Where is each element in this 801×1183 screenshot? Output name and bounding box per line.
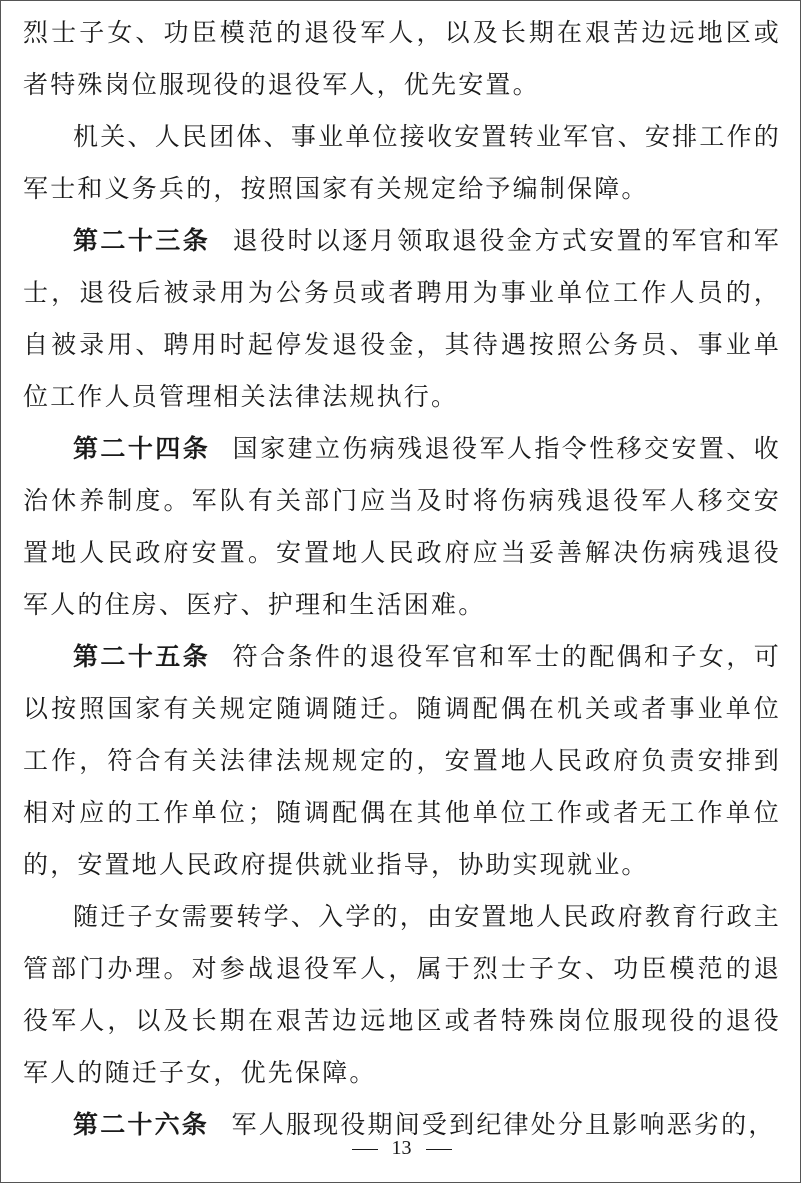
- document-body: [23, 7, 781, 1151]
- paragraph-text: 随迁子女需要转学、入学的，由安置地人民政府教育行政主管部门办理。对参战退役军人，属于烈士子女、功臣模范的退役军人，以及长期在艰苦边远地区或者特殊岗位服现役的退役军人的随迁子女，优先保障。: [23, 902, 781, 1087]
- paragraph-text: 军人服现役期间受到纪律处分且影响恶劣的，: [231, 1110, 776, 1139]
- page-number-left-dash: [352, 1149, 378, 1150]
- article-24: [23, 423, 781, 631]
- paragraph-text: 符合条件的退役军官和军士的配偶和子女，可以按照国家有关规定随调随迁。随调配偶在机关或者事业单位工作，符合有关法律法规规定的，安置地人民政府负责安排到相对应的工作单位；随调配偶在其他单位工作或者无工作单位的，安置地人民政府提供就业指导，协助实现就业。: [23, 642, 781, 879]
- paragraph-text: 烈士子女、功臣模范的退役军人，以及长期在艰苦边远地区或者特殊岗位服现役的退役军人，优先安置。: [23, 18, 781, 99]
- article-number: 第二十三条: [73, 226, 211, 255]
- article-23: [23, 215, 781, 423]
- article-number: 第二十五条: [73, 642, 211, 671]
- paragraph: [23, 891, 781, 1099]
- paragraph-continued: [23, 7, 781, 111]
- page-number-value: 13: [391, 1137, 412, 1159]
- article-number: 第二十四条: [73, 434, 211, 463]
- paragraph: [23, 111, 781, 215]
- article-25: [23, 631, 781, 891]
- paragraph-text: 国家建立伤病残退役军人指令性移交安置、收治休养制度。军队有关部门应当及时将伤病残退役军人移交安置地人民政府安置。安置地人民政府应当妥善解决伤病残退役军人的住房、医疗、护理和生活困难。: [23, 434, 781, 619]
- page-number: [1, 1137, 801, 1160]
- page-number-right-dash: [426, 1149, 452, 1150]
- paragraph-text: 机关、人民团体、事业单位接收安置转业军官、安排工作的军士和义务兵的，按照国家有关规定给予编制保障。: [23, 122, 781, 203]
- article-number: 第二十六条: [73, 1110, 210, 1139]
- paragraph-text: 退役时以逐月领取退役金方式安置的军官和军士，退役后被录用为公务员或者聘用为事业单位工作人员的，自被录用、聘用时起停发退役金，其待遇按照公务员、事业单位工作人员管理相关法律法规执行。: [23, 226, 781, 411]
